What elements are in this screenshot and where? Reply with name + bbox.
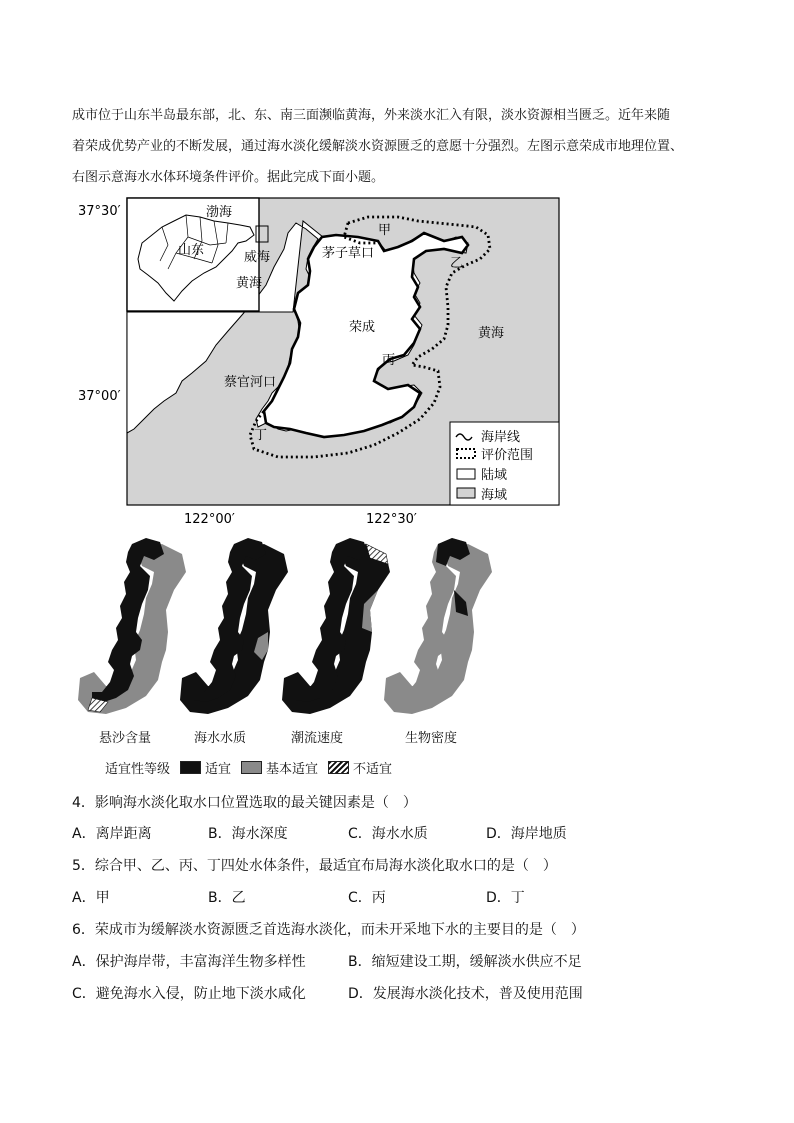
q4-option-a[interactable]: A．离岸距离 — [72, 826, 152, 842]
label-rongcheng: 荣成 — [349, 320, 376, 335]
legend-basic-swatch — [241, 761, 262, 774]
q5-option-a[interactable]: A．甲 — [72, 890, 110, 906]
question-5-stem: 5．综合甲、乙、丙、丁四处水体条件，最适宜布局海水淡化取水口的是（ ） — [72, 858, 557, 874]
label-bing: 丙 — [382, 353, 396, 368]
panel-bio-density — [384, 538, 492, 714]
legend-sea-icon — [457, 488, 475, 498]
question-4-stem: 4．影响海水淡化取水口位置选取的最关键因素是（ ） — [72, 795, 417, 811]
location-map — [78, 197, 568, 527]
inset-weihai: 威海 — [244, 250, 271, 265]
inset-huanghai: 黄海 — [236, 276, 263, 291]
legend-basic: 基本适宜 — [266, 762, 319, 777]
suitability-legend — [105, 758, 392, 777]
label-jia: 甲 — [378, 223, 392, 238]
panel-water-quality — [180, 538, 288, 714]
label-caiguan: 蔡官河口 — [224, 375, 277, 390]
panel-label-3: 潮流速度 — [291, 731, 344, 746]
q5-option-b[interactable]: B．乙 — [208, 890, 246, 906]
q4-option-c[interactable]: C．海水水质 — [348, 826, 428, 842]
lat-37-00: 37°00′ — [78, 389, 121, 404]
label-yi: 乙 — [450, 256, 464, 271]
q6-option-b[interactable]: B．缩短建设工期，缓解淡水供应不足 — [348, 954, 582, 970]
legend-suitable-swatch — [180, 761, 201, 774]
question-6-stem: 6．荣成市为缓解淡水资源匮乏首选海水淡化，而未开采地下水的主要目的是（ ） — [72, 922, 585, 938]
panel-label-2: 海水水质 — [194, 731, 247, 746]
intro-line-2: 着荣成优势产业的不断发展，通过海水淡化缓解淡水资源匮乏的意愿十分强烈。左图示意荣成市地理位置、 — [72, 139, 684, 154]
q6-option-a[interactable]: A．保护海岸带，丰富海洋生物多样性 — [72, 954, 306, 970]
panel-suspended-sediment — [78, 538, 186, 714]
q5-option-d[interactable]: D．丁 — [486, 890, 525, 906]
legend-land-icon — [457, 469, 475, 479]
label-huanghai: 黄海 — [478, 326, 505, 341]
intro-line-3: 右图示意海水水体环境条件评价。据此完成下面小题。 — [72, 170, 385, 185]
lon-122-30: 122°30′ — [366, 512, 417, 527]
intro-text — [72, 100, 734, 193]
label-ding: 丁 — [254, 428, 268, 443]
legend-title: 适宜性等级 — [105, 762, 171, 777]
q4-option-b[interactable]: B．海水深度 — [208, 826, 288, 842]
legend-unsuitable: 不适宜 — [353, 762, 393, 777]
legend-suitable: 适宜 — [205, 762, 232, 777]
label-maozi: 茅子草口 — [322, 246, 375, 261]
legend-range: 评价范围 — [481, 448, 534, 463]
inset-shandong-label: 山东 — [178, 243, 205, 258]
panel-label-4: 生物密度 — [405, 731, 458, 746]
suitability-panels — [70, 532, 520, 722]
panel-label-1: 悬沙含量 — [99, 731, 152, 746]
intro-line-1: 成市位于山东半岛最东部，北、东、南三面濒临黄海，外来淡水汇入有限，淡水资源相当匮乏。近年来随 — [72, 108, 671, 123]
lon-122-00: 122°00′ — [184, 512, 235, 527]
q6-option-c[interactable]: C．避免海水入侵，防止地下淡水咸化 — [72, 986, 306, 1002]
legend-coast: 海岸线 — [481, 430, 521, 445]
panel-tidal-current — [282, 538, 390, 714]
inset-bohai: 渤海 — [206, 205, 233, 220]
legend-sea: 海域 — [481, 488, 508, 503]
q4-option-d[interactable]: D．海岸地质 — [486, 826, 567, 842]
legend-land: 陆域 — [481, 468, 508, 483]
lat-37-30: 37°30′ — [78, 204, 121, 219]
legend-unsuitable-swatch — [328, 761, 349, 774]
q5-option-c[interactable]: C．丙 — [348, 890, 386, 906]
q6-option-d[interactable]: D．发展海水淡化技术，普及使用范围 — [348, 986, 583, 1002]
